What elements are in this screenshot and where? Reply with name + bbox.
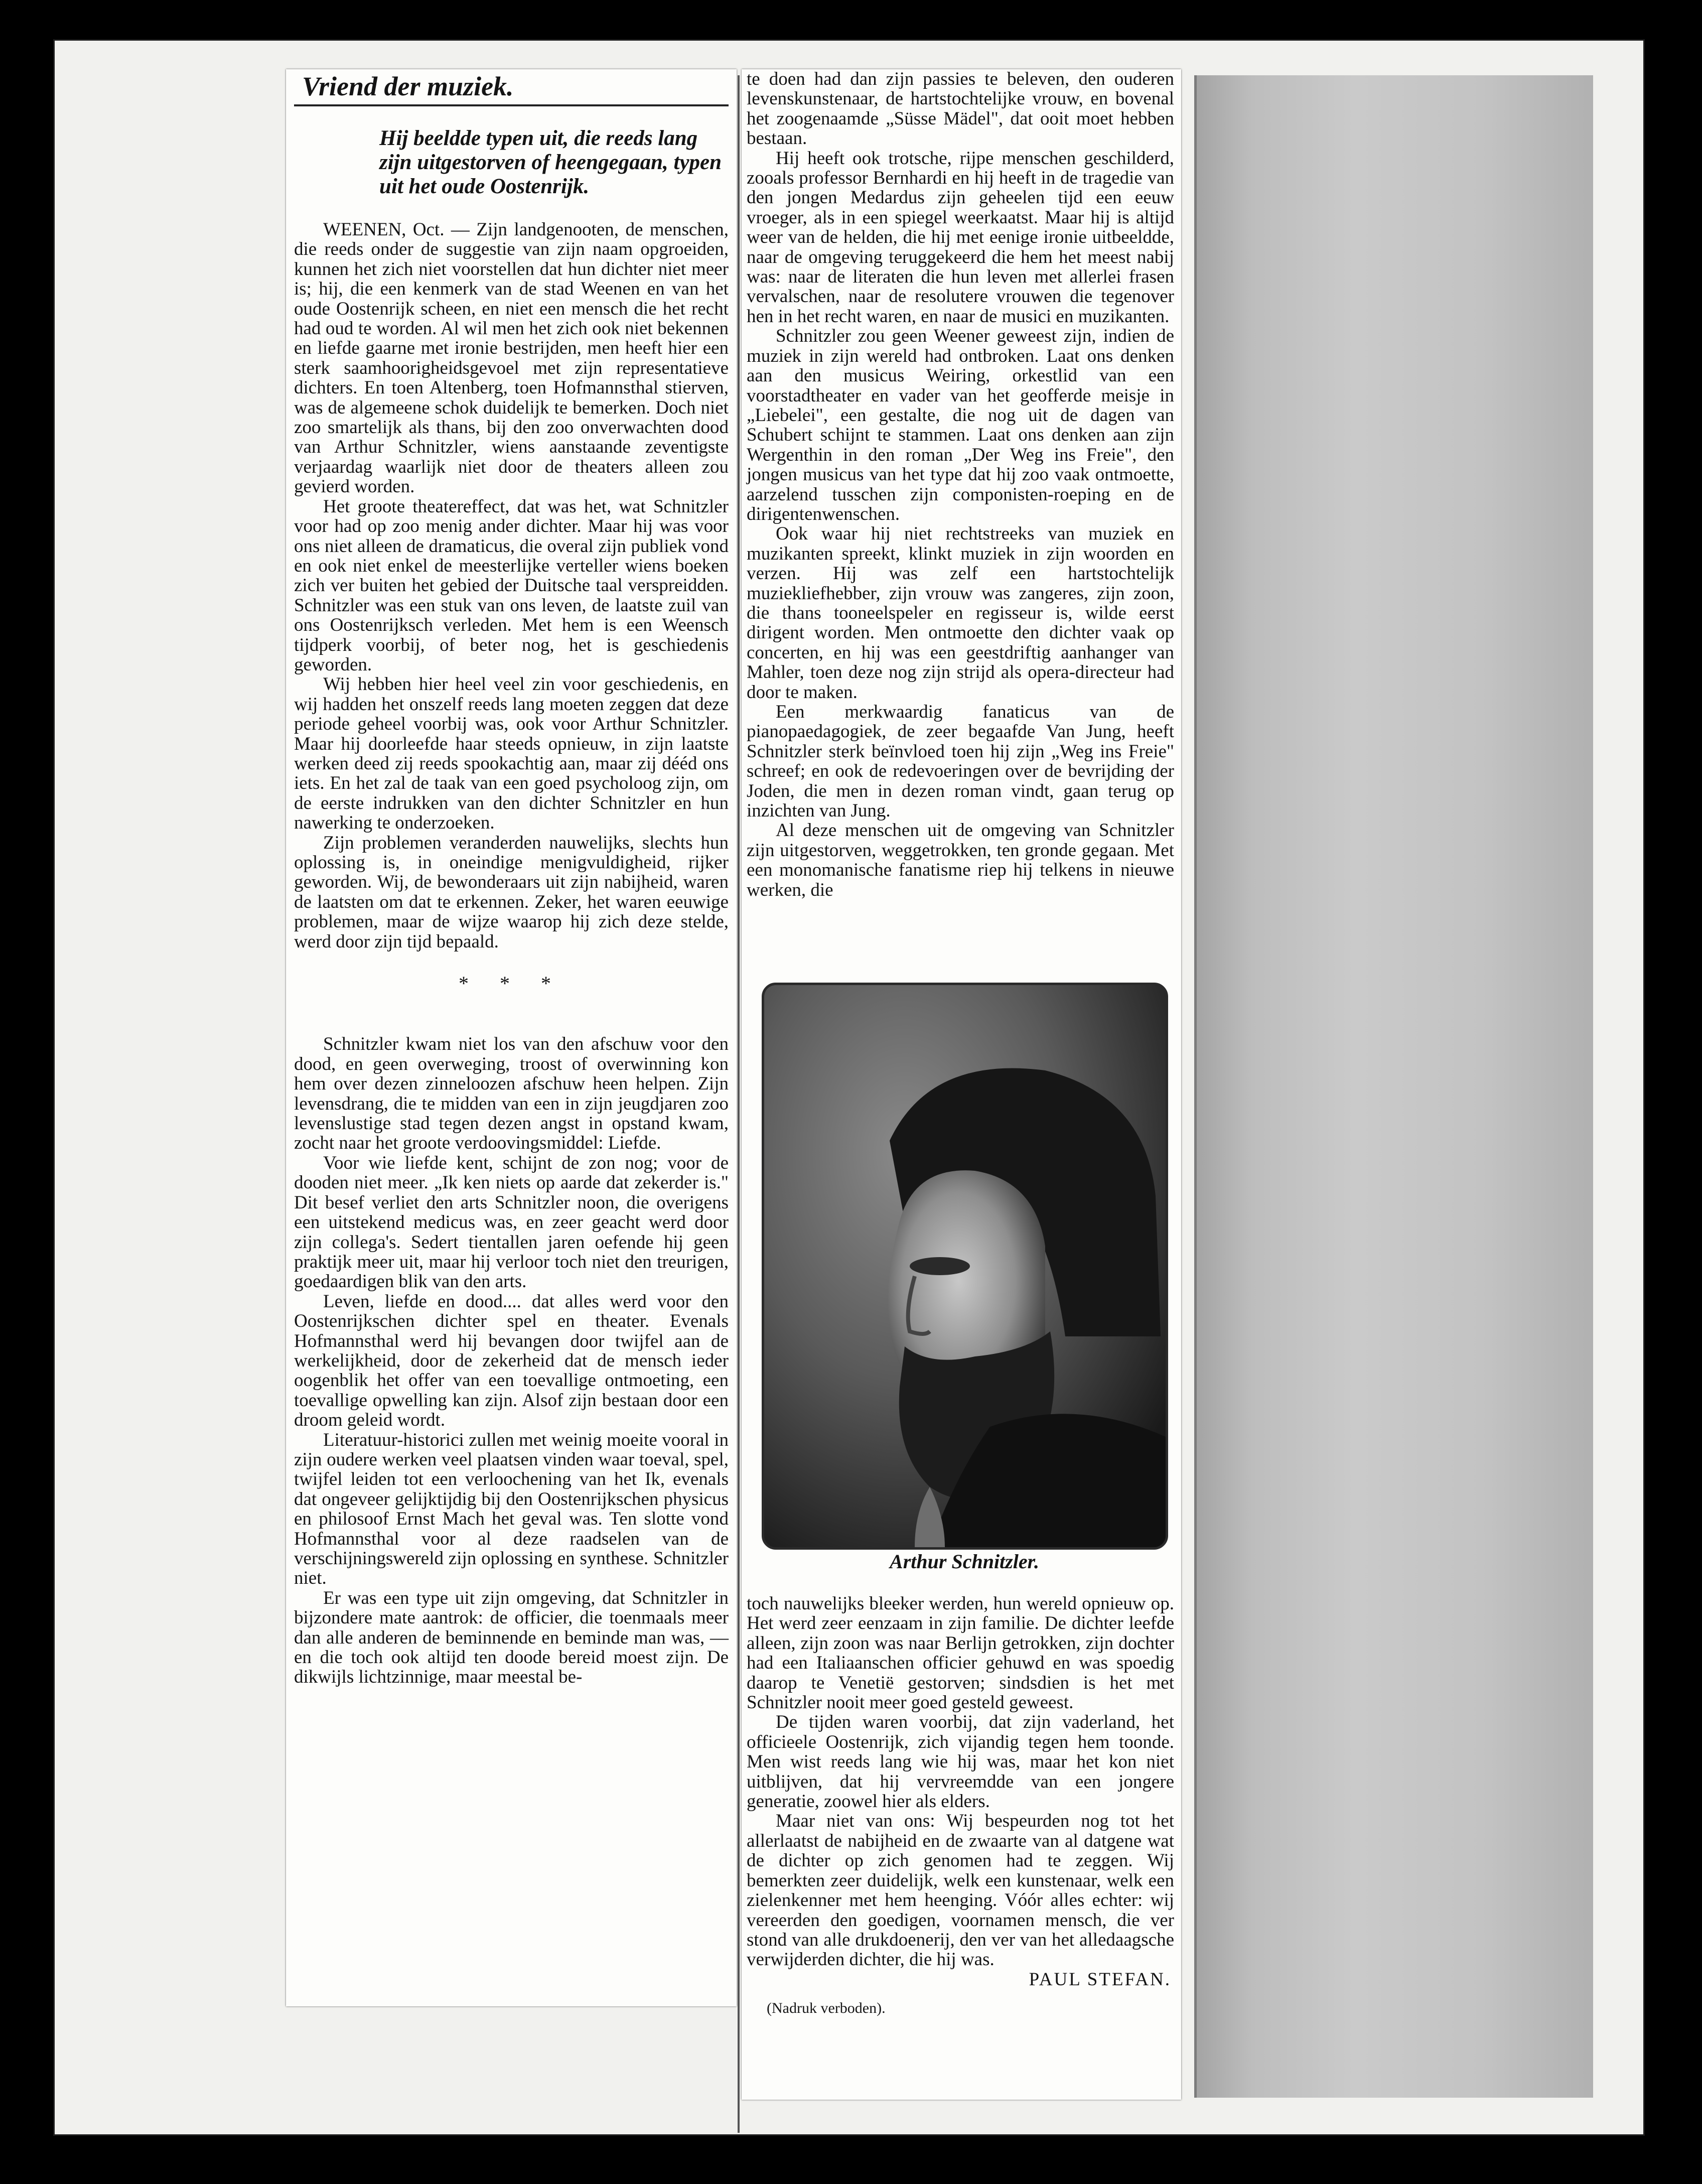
article-lead: Hij beeldde typen uit, die reeds lang zijn uitgestorven of heengegaan, typen uit het oude Oostenrijk. xyxy=(379,126,722,198)
page-edge-strip xyxy=(1194,75,1593,2098)
clipping-gutter-line xyxy=(738,75,740,2133)
paragraph: Wij hebben hier heel veel zin voor geschiedenis, en wij hadden het onszelf reeds lang moeten zeggen dat deze periode geheel voorbij was, ook voor Arthur Schnitzler. Maar hij doorleefde haar steeds opnieuw, in zijn laatste werken deed zij reeds spookachtig aan, maar zij dééd ons iets. En het zal de taak van een goed psycholoog zijn, om de eerste indrukken van den dichter Schnitzler en hun nawerking te onderzoeken. xyxy=(294,674,729,834)
paragraph: te doen had dan zijn passies te beleven, den ouderen levenskunstenaar, de hartstochtelijke vrouw, en bovenal het zoogenaamde „Süsse Mädel", dat ooit moet hebben bestaan. xyxy=(747,69,1174,149)
headline: Vriend der muziek. xyxy=(294,71,729,106)
paragraph: Hij heeft ook trotsche, rijpe menschen geschilderd, zooals professor Bernhardi en hij heeft in de tragedie van den jongen Medardus zijn geheelen tijd een eeuw vroeger, als in een spiegel weerkaatst. Maar hij is altijd weer van de helden, die hij met eenige ironie uitbeeldde, naar de omgeving teruggekeerd die hem het meest nabij was: naar de literaten die hun leven met allerlei frasen vervalschen, naar de resolutere vrouwen die tegenover hen in het recht waren, en naar de musici en muzikanten. xyxy=(747,148,1174,327)
paragraph: Leven, liefde en dood.... dat alles werd voor den Oostenrijkschen dichter spel en theater. Evenals Hofmannsthal werd hij bevangen door twijfel aan de werkelijkheid, door de zekerheid dat de mensch ieder oogenblik het offer van een toevallige ontmoeting, een toevallige opwelling kan zijn. Alsof zijn bestaan door een droom geleid wordt. xyxy=(294,1291,729,1431)
reprint-notice: (Nadruk verboden). xyxy=(767,2000,886,2017)
paragraph: Literatuur-historici zullen met weinig moeite vooral in zijn oudere werken veel plaatsen vinden waar toeval, spel, twijfel leiden tot een verloochening van het Ik, evenals dat ongeveer gelijktijdig bij den Oostenrijkschen physicus en philosoof Ernst Mach het geval was. Ten slotte vond Hofmannsthal voor al deze raadselen van de verschijningswereld zijn oplossing en synthese. Schnitzler niet. xyxy=(294,1429,729,1589)
paragraph: Zijn problemen veranderden nauwelijks, slechts hun oplossing is, in oneindige menigvuldigheid, rijker geworden. Wij, de bewonderaars uit zijn nabijheid, waren de laatsten om dat te erkennen. Zeker, het waren eeuwige problemen, maar de wijze waarop hij zich deze stelde, werd door zijn tijd bepaald. xyxy=(294,832,729,952)
paragraph: WEENEN, Oct. — Zijn landgenooten, de menschen, die reeds onder de suggestie van zijn naam opgroeiden, kunnen het zich niet voorstellen dat hun dichter niet meer is; hij, die een kenmerk van de stad Weenen en van het oude Oostenrijk scheen, en niet een mensch die het recht had oud te worden. Al wil men het zich ook niet bekennen en liefde gaarne met ironie bestrijden, men heeft hier een sterk saamhoorigheidsgevoel met zijn representatieve dichters. En toen Altenberg, toen Hofmannsthal stierven, was de algemeene schok duidelijk te bemerken. Doch niet zoo smartelijk als thans, bij den zoo onverwachten dood van Arthur Schnitzler, wiens aanstaande zeventigste verjaardag waarlijk niet door de theaters alleen zou gevierd worden. xyxy=(294,219,729,497)
paragraph: Het groote theatereffect, dat was het, wat Schnitzler voor had op zoo menig ander dichter. Maar hij was voor ons niet alleen de dramaticus, die overal zijn publiek vond en ook niet enkel de meesterlijke verteller wiens boeken zich ver buiten het gebied der Duitsche taal verspreidden. Schnitzler was een stuk van ons leven, de laatste zuil van ons Oostenrijksch verleden. Met hem is een Weensch tijdperk voorbij, of beter nog, het is geschiedenis geworden. xyxy=(294,496,729,675)
section-divider: * * * xyxy=(459,972,564,995)
portrait-image xyxy=(764,985,1166,1547)
paragraph: Maar niet van ons: Wij bespeurden nog tot het allerlaatst de nabijheid en de zwaarte van al datgene wat de dichter op zich genomen had te zeggen. Wij bemerkten zeer duidelijk, welk een kunstenaar, welk een zielenkenner met hem heenging. Vóór alles echter: wij vereerden den goedigen, voornamen mensch, die ver stond van alle drukdoenerij, den ver van het alledaagsche verwijderden dichter, die hij was. xyxy=(747,1811,1174,1970)
paragraph: Een merkwaardig fanaticus van de pianopaedagogiek, de zeer begaafde Van Jung, heeft Schnitzler sterk beïnvloed toen hij zijn „Weg ins Freie" schreef; en ook de redevoeringen over de bevrijding der Joden, die men in dezen roman vindt, gaan terug op inzichten van Jung. xyxy=(747,702,1174,822)
article-column-2-top xyxy=(747,69,1174,900)
paragraph: Schnitzler kwam niet los van den afschuw voor den dood, en geen overweging, troost of overwinning kon hem over dezen zinneloozen afschuw heen helpen. Zijn levensdrang, die te midden van een in zijn jeugdjaren zoo levenslustige stad tegen dezen angst in opstand kwam, zocht naar het groote verdoovingsmiddel: Liefde. xyxy=(294,1034,729,1154)
author-signature: PAUL STEFAN. xyxy=(1029,1969,1171,1990)
paragraph: toch nauwelijks bleeker werden, hun wereld opnieuw op. Het werd zeer eenzaam in zijn familie. De dichter leefde alleen, zijn zoon was naar Berlijn getrokken, zijn dochter had een Italiaanschen officier gehuwd en was spoedig daarop te Venetië gestorven; sindsdien is het met Schnitzler nooit meer goed gesteld geweest. xyxy=(747,1593,1174,1713)
paragraph: Ook waar hij niet rechtstreeks van muziek en muzikanten spreekt, klinkt muziek in zijn woorden en verzen. Hij was zelf een hartstochtelijk muziekliefhebber, zijn vrouw was zangeres, zijn zoon, die thans tooneelspeler en regisseur is, wilde eerst dirigent worden. Men ontmoette den dichter vaak op concerten, en hij was een geestdriftig aanhanger van Mahler, toen deze nog zijn strijd als opera-directeur had door te maken. xyxy=(747,523,1174,703)
paragraph: Voor wie liefde kent, schijnt de zon nog; voor de dooden niet meer. „Ik ken niets op aarde dat zekerder is." Dit besef verliet den arts Schnitzler noon, die overigens een uitstekend medicus was, en zeer geacht werd door zijn collega's. Sedert tientallen jaren oefende hij geen praktijk meer uit, maar hij verloor toch niet den treurigen, goedaardigen blik van den arts. xyxy=(294,1152,729,1292)
paragraph: Schnitzler zou geen Weener geweest zijn, indien de muziek in zijn wereld had ontbroken. Laat ons denken aan den musicus Weiring, orkestlid van een voorstadtheater en vader van het geofferde meisje in „Liebelei", een gestalte, die nog uit de dagen van Schubert schijnt te stammen. Laat ons denken aan zijn Wergenthin in den roman „Der Weg ins Freie", den jongen musicus van het type dat hij zoo vaak ontmoette, aarzelend tusschen zijn componisten-roeping en de dirigentenwenschen. xyxy=(747,326,1174,524)
portrait-photo xyxy=(762,983,1168,1550)
paragraph: De tijden waren voorbij, dat zijn vaderland, het officieele Oostenrijk, zich vijandig tegen hem toonde. Men wist reeds lang wie hij was, maar het kon niet uitblijven, dat hij vervreemdde van een jongere generatie, zoowel hier als elders. xyxy=(747,1712,1174,1812)
paragraph: Al deze menschen uit de omgeving van Schnitzler zijn uitgestorven, weggetrokken, ten gronde gegaan. Met een monomanische fanatisme riep hij telkens in nieuwe werken, die xyxy=(747,820,1174,900)
photo-caption: Arthur Schnitzler. xyxy=(890,1550,1039,1573)
article-column-2-bottom xyxy=(747,1594,1174,2018)
paragraph: Er was een type uit zijn omgeving, dat Schnitzler in bijzondere mate aantrok: de officier, die toenmaals meer dan alle anderen de beminnende en beminde man was, — en die toch ook altijd ten doode bereid moest zijn. De dikwijls lichtzinnige, maar meestal be- xyxy=(294,1587,729,1688)
article-column-1 xyxy=(294,71,729,1687)
